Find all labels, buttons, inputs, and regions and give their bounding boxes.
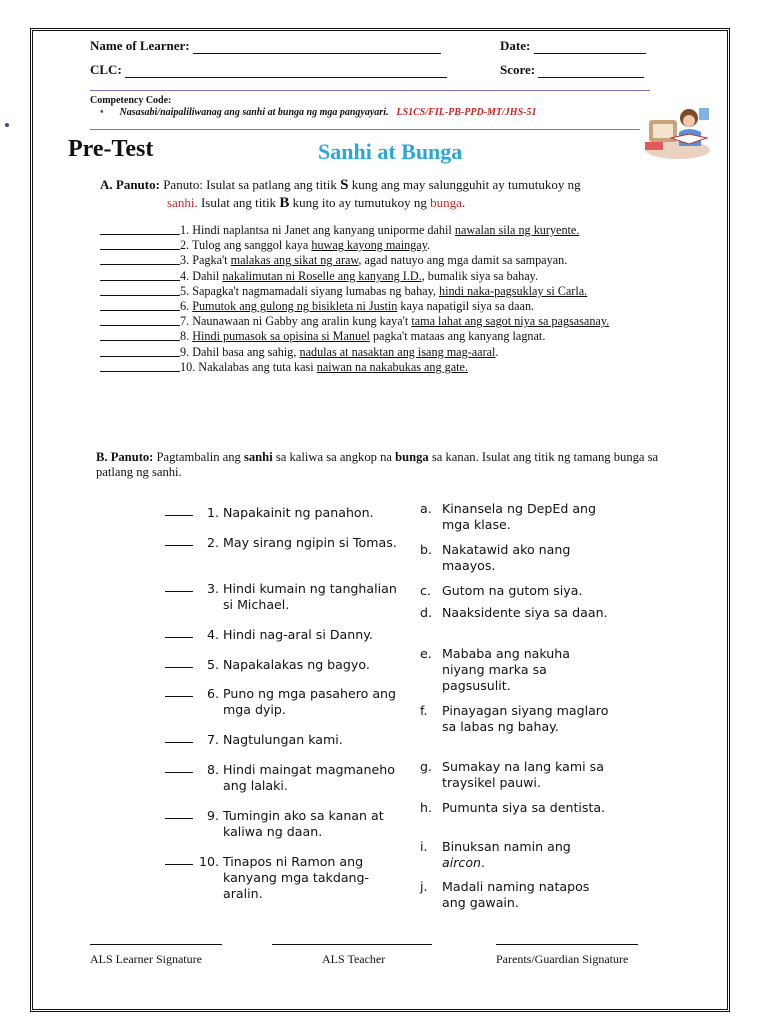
instruction-text: sa kanan. Isulat ang titik ng tamang bunga sa patlang ng sanhi. — [96, 450, 659, 479]
item-letter: d. — [420, 605, 432, 620]
bullet-mark — [5, 123, 9, 127]
name-label: Name of Learner: — [90, 38, 190, 53]
cause-item — [165, 535, 415, 575]
item-number: 3. — [206, 581, 219, 596]
answer-blank[interactable] — [100, 223, 180, 235]
item-number: 9. — [180, 344, 190, 359]
part-b-instructions — [96, 450, 676, 480]
cause-text: Hindi kumain ng tanghalian si Michael. — [223, 581, 397, 612]
effect-text: Pinayagan siyang maglaro sa labas ng bahay. — [442, 703, 609, 734]
effect-text: Gutom na gutom siya. — [442, 583, 583, 598]
competency-code: LS1CS/FIL-PB-PPD-MT/JHS-51 — [396, 107, 537, 118]
instruction-text: . Isulat ang titik — [194, 195, 280, 210]
item-plain-text: Tulog ang sanggol kaya — [191, 238, 312, 253]
cause-item — [165, 581, 415, 621]
clc-label: CLC: — [90, 62, 122, 77]
effect-text: Kinansela ng DepEd ang mga klase. — [442, 501, 597, 532]
learner-signature-label: ALS Learner Signature — [90, 952, 202, 966]
item-number: 7. — [206, 732, 219, 747]
effect-text: Sumakay na lang kami sa traysikel pauwi. — [442, 759, 604, 790]
answer-blank[interactable] — [165, 772, 193, 773]
item-text — [180, 299, 690, 314]
effect-plain-text: Binuksan namin ang — [442, 839, 571, 854]
effect-italic-text: aircon — [442, 855, 482, 870]
item-number: 6. — [206, 686, 219, 701]
answer-blank[interactable] — [165, 818, 193, 819]
cause-item — [165, 854, 415, 901]
part-a-item — [100, 284, 690, 299]
learner-signature-line[interactable] — [90, 944, 222, 945]
answer-blank[interactable] — [165, 515, 193, 516]
part-a-item — [100, 360, 690, 375]
cause-text: Hindi maingat magmaneho ang lalaki. — [223, 762, 395, 793]
cause-text: Nagtulungan kami. — [223, 732, 343, 747]
item-underlined-text: Hindi pumasok sa opisina si Manuel — [192, 329, 370, 344]
effect-text: Nakatawid ako nang maayos. — [442, 542, 571, 573]
answer-blank[interactable] — [165, 545, 193, 546]
instruction-text: kung ito ay tumutukoy ng — [289, 195, 431, 210]
item-underlined-text: tama lahat ang sagot niya sa pagsasanay. — [411, 314, 610, 329]
parent-signature-line[interactable] — [496, 944, 638, 945]
item-underlined-text: nakalimutan ni Roselle ang kanyang I.D. — [222, 268, 422, 283]
item-text — [180, 269, 690, 284]
answer-blank[interactable] — [100, 314, 180, 326]
item-text — [180, 329, 690, 344]
item-number: 4. — [180, 268, 190, 283]
item-letter: a. — [420, 501, 432, 516]
answer-blank[interactable] — [100, 284, 180, 296]
answer-blank[interactable] — [165, 637, 193, 638]
part-a-item — [100, 253, 690, 268]
cause-item — [165, 808, 415, 848]
instruction-text: . — [461, 195, 466, 210]
effect-column — [420, 501, 640, 921]
teacher-signature-line[interactable] — [272, 944, 432, 945]
item-number: 7. — [180, 314, 190, 329]
cause-item — [165, 686, 415, 726]
item-text — [180, 238, 690, 253]
item-number: 1. — [180, 223, 190, 237]
part-a-instructions — [100, 176, 690, 212]
cause-text: Tinapos ni Ramon ang kanyang mga takdang-aralin. — [223, 854, 370, 901]
item-plain-text: Naunawaan ni Gabby ang aralin kung kaya't — [192, 314, 412, 329]
competency-text: Nasasabi/naipaliliwanag ang sanhi at bunga ng mga pangyayari. — [119, 107, 389, 118]
competency-row — [100, 107, 536, 118]
item-letter: j. — [420, 879, 428, 894]
item-text — [180, 314, 690, 329]
competency-title: Competency Code: — [90, 95, 172, 106]
answer-blank[interactable] — [100, 299, 180, 311]
answer-blank[interactable] — [165, 742, 193, 743]
item-text — [180, 223, 690, 238]
score-label: Score: — [500, 62, 536, 77]
part-a-item — [100, 314, 690, 329]
answer-blank[interactable] — [165, 667, 193, 668]
part-a-item — [100, 223, 690, 238]
answer-blank[interactable] — [165, 591, 193, 592]
part-a-item — [100, 345, 690, 360]
teacher-signature-label: ALS Teacher — [322, 952, 386, 966]
item-number: 10. — [199, 854, 220, 869]
part-a-items — [100, 223, 690, 375]
item-underlined-text: nadulas at nasaktan ang isang mag-aaral — [299, 344, 496, 359]
item-underlined-text: huwag kayong maingay — [311, 238, 427, 253]
bunga-word: bunga — [430, 195, 462, 210]
name-line[interactable] — [193, 53, 441, 54]
clc-line[interactable] — [125, 77, 447, 78]
answer-blank[interactable] — [100, 253, 180, 265]
score-line[interactable] — [538, 77, 644, 78]
item-number: 9. — [206, 808, 219, 823]
item-plain-text: Sapagka't nagmamadali siyang lumabas ng bahay, — [192, 283, 439, 298]
cause-text: Puno ng mga pasahero ang mga dyip. — [223, 686, 397, 717]
instruction-text: Panuto: Isulat sa patlang ang titik — [163, 177, 341, 192]
item-underlined-text: malakas ang sikat ng araw — [230, 253, 359, 268]
part-a-label: A. Panuto: — [100, 177, 160, 192]
item-number: 6. — [180, 299, 190, 314]
cause-text: Hindi nag-aral si Danny. — [223, 627, 373, 642]
item-number: 1. — [206, 505, 219, 520]
answer-blank[interactable] — [165, 864, 193, 865]
score-field — [500, 62, 644, 78]
letter-b: B — [279, 195, 290, 211]
bullet-icon: • — [100, 107, 104, 118]
part-b-label: B. Panuto: — [96, 450, 154, 464]
effect-text: Madali naming natapos ang gawain. — [442, 879, 590, 910]
part-a-item — [100, 299, 690, 314]
item-underlined-text: nawalan sila ng kuryente. — [454, 223, 580, 237]
item-letter: h. — [420, 800, 432, 815]
item-plain-text: Dahil — [192, 268, 223, 283]
item-underlined-text: Pumutok ang gulong ng bisikleta ni Justin — [192, 299, 398, 314]
item-letter: c. — [420, 583, 431, 598]
page-title: Sanhi at Bunga — [318, 139, 463, 164]
divider — [90, 129, 640, 130]
item-number: 4. — [206, 627, 219, 642]
item-plain-text: . — [427, 238, 431, 253]
item-plain-text: Dahil basa ang sahig, — [192, 344, 300, 359]
item-number: 3. — [180, 253, 190, 268]
divider — [90, 90, 650, 91]
sanhi-word: sanhi — [167, 195, 195, 210]
cause-text: Tumingin ako sa kanan at kaliwa ng daan. — [223, 808, 384, 839]
cause-text: Napakalakas ng bagyo. — [223, 657, 370, 672]
instruction-text: Pagtambalin ang — [153, 450, 244, 464]
effect-text — [442, 839, 612, 871]
clc-field — [90, 62, 447, 78]
effect-text: Mababa ang nakuha niyang marka sa pagsusulit. — [442, 646, 570, 693]
item-text — [180, 360, 690, 375]
letter-s: S — [340, 177, 349, 193]
item-letter: b. — [420, 542, 432, 557]
bunga-word: bunga — [395, 450, 429, 464]
item-letter: i. — [420, 839, 428, 854]
item-number: 5. — [206, 657, 219, 672]
cause-column — [165, 505, 415, 915]
instruction-text: sa kaliwa sa angkop na — [272, 450, 396, 464]
answer-blank[interactable] — [100, 360, 180, 372]
item-letter: f. — [420, 703, 428, 718]
item-underlined-text: naiwan na nakabukas ang gate. — [316, 359, 469, 374]
item-plain-text: kaya napatigil siya sa daan. — [397, 299, 535, 314]
effect-plain-text: . — [481, 855, 486, 870]
date-field — [500, 38, 646, 54]
item-plain-text: Pagka't — [192, 253, 231, 268]
pretest-label: Pre-Test — [68, 136, 154, 162]
item-number: 5. — [180, 283, 190, 298]
date-line[interactable] — [534, 53, 646, 54]
item-letter: e. — [420, 646, 432, 661]
part-a-item — [100, 269, 690, 284]
item-number: 10. — [180, 359, 196, 374]
effect-text: Pumunta siya sa dentista. — [442, 800, 606, 815]
item-underlined-text: hindi naka-pagsuklay si Carla. — [438, 283, 588, 298]
cause-item — [165, 762, 415, 802]
cause-text: Napakainit ng panahon. — [223, 505, 374, 520]
part-a-item — [100, 329, 690, 344]
item-number: 8. — [206, 762, 219, 777]
item-plain-text: Hindi naplantsa ni Janet ang kanyang uniporme dahil — [192, 223, 455, 237]
answer-blank[interactable] — [100, 329, 180, 341]
student-reading-illustration — [643, 98, 713, 160]
parent-signature-label: Parents/Guardian Signature — [496, 952, 629, 966]
item-plain-text: , agad natuyo ang mga damit sa sampayan. — [358, 253, 568, 268]
item-letter: g. — [420, 759, 432, 774]
item-plain-text: . — [495, 344, 499, 359]
item-text — [180, 253, 690, 268]
name-field — [90, 38, 441, 54]
item-number: 2. — [180, 238, 190, 253]
effect-text: Naaksidente siya sa daan. — [442, 605, 608, 620]
answer-blank[interactable] — [165, 696, 193, 697]
cause-text: May sirang ngipin si Tomas. — [223, 535, 397, 550]
sanhi-word: sanhi — [243, 450, 273, 464]
answer-blank[interactable] — [100, 238, 180, 250]
item-number: 8. — [180, 329, 190, 344]
part-a-item — [100, 238, 690, 253]
item-number: 2. — [206, 535, 219, 550]
item-plain-text: pagka't mataas ang kanyang lagnat. — [369, 329, 546, 344]
date-label: Date: — [500, 38, 531, 53]
instruction-text: kung ang may salungguhit ay tumutukoy ng — [348, 177, 581, 192]
item-plain-text: Nakalabas ang tuta kasi — [198, 359, 317, 374]
answer-blank[interactable] — [100, 345, 180, 357]
answer-blank[interactable] — [100, 269, 180, 281]
item-text — [180, 284, 690, 299]
item-plain-text: , bumalik siya sa bahay. — [421, 268, 538, 283]
item-text — [180, 345, 690, 360]
